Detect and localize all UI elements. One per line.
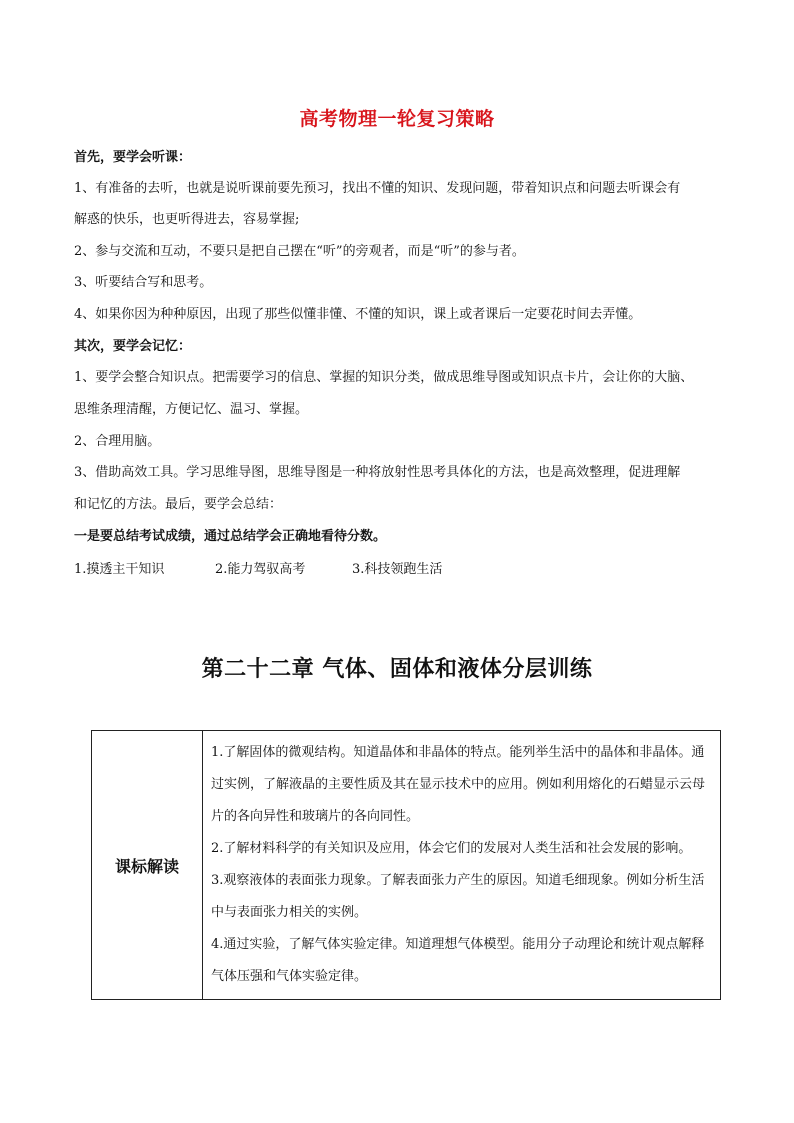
key-point-item: 2.能力驾驭高考 xyxy=(215,562,306,577)
standards-table xyxy=(91,730,721,1000)
summary-heading: 一是要总结考试成绩，通过总结学会正确地看待分数。 xyxy=(74,529,387,544)
paragraph-line: 4、如果你因为种种原因，出现了那些似懂非懂、不懂的知识，课上或者课后一定要花时间去弄懂。 xyxy=(74,307,642,322)
section-heading-listening: 首先，要学会听课： xyxy=(74,150,192,165)
paragraph-line: 思维条理清醒，方便记忆、温习、掌握。 xyxy=(74,402,309,417)
standards-paragraph: 4.通过实验，了解气体实验定律。知道理想气体模型。能用分子动理论和统计观点解释气体压强和气体实验定律。 xyxy=(211,937,705,984)
standards-paragraph: 1.了解固体的微观结构。知道晶体和非晶体的特点。能列举生活中的晶体和非晶体。通过实例，了解液晶的主要性质及其在显示技术中的应用。例如利用熔化的石蜡显示云母片的各向异性和玻璃片的各向同性。 xyxy=(211,745,706,824)
key-point-item: 1.摸透主干知识 xyxy=(74,562,165,577)
key-points xyxy=(74,558,442,577)
paragraph-line: 解惑的快乐，也更听得进去，容易掌握; xyxy=(74,212,300,227)
paragraph-line: 3、借助高效工具。学习思维导图，思维导图是一种将放射性思考具体化的方法，也是高效整理，促进理解 xyxy=(74,465,681,480)
chapter-title: 第二十二章 气体、固体和液体分层训练 xyxy=(201,656,593,682)
standards-label: 课标解读 xyxy=(92,731,203,1000)
section-heading-memory: 其次，要学会记忆： xyxy=(74,339,192,354)
strategy-title: 高考物理一轮复习策略 xyxy=(299,108,495,130)
standards-paragraph: 2.了解材料科学的有关知识及应用，体会它们的发展对人类生活和社会发展的影响。 xyxy=(211,841,692,856)
paragraph-line: 1、要学会整合知识点。把需要学习的信息、掌握的知识分类，做成思维导图或知识点卡片，会让你的大脑、 xyxy=(74,370,694,385)
paragraph-line: 1、有准备的去听，也就是说听课前要先预习，找出不懂的知识、发现问题，带着知识点和问题去听课会有 xyxy=(74,181,681,196)
paragraph-line: 2、合理用脑。 xyxy=(74,434,161,449)
standards-content xyxy=(203,731,721,1000)
key-point-item: 3.科技领跑生活 xyxy=(352,562,443,577)
paragraph-line: 和记忆的方法。最后，要学会总结： xyxy=(74,497,283,512)
paragraph-line: 2、参与交流和互动，不要只是把自己摆在“听”的旁观者，而是“听”的参与者。 xyxy=(74,244,525,259)
paragraph-line: 3、听要结合写和思考。 xyxy=(74,275,213,290)
standards-paragraph: 3.观察液体的表面张力现象。了解表面张力产生的原因。知道毛细现象。例如分析生活中与表面张力相关的实例。 xyxy=(211,873,705,920)
